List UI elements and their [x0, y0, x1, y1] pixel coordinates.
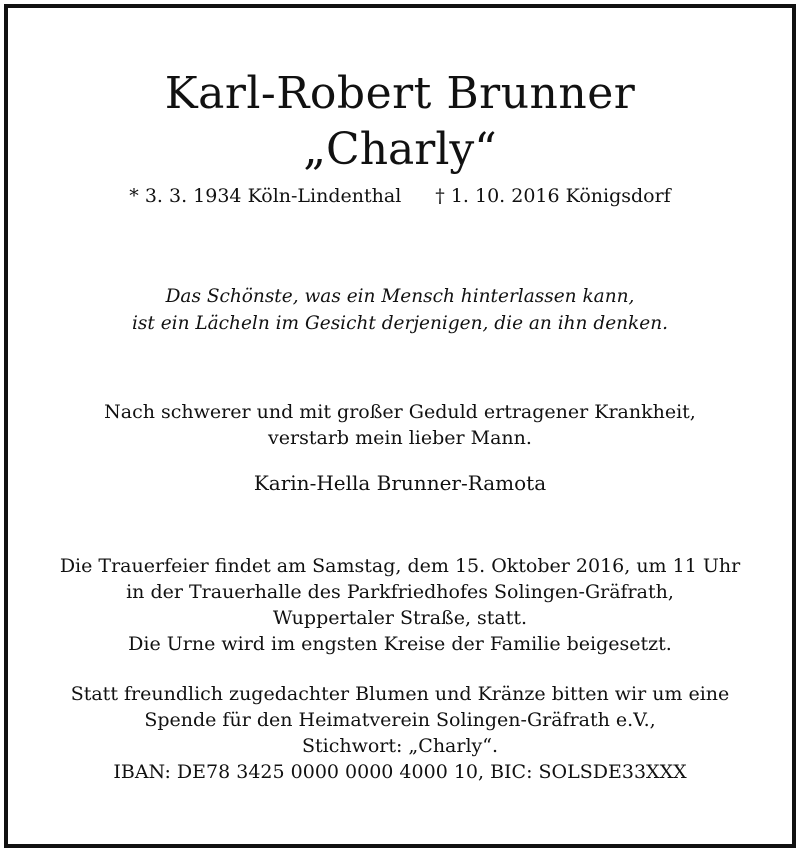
funeral-info-line: Die Trauerfeier findet am Samstag, dem 15. Oktober 2016, um 11 Uhr	[59, 555, 741, 577]
message-line: Nach schwerer und mit großer Geduld ertragener Krankheit,	[104, 401, 696, 423]
quote-line: ist ein Lächeln im Gesicht derjenigen, die an ihn denken.	[131, 313, 669, 334]
funeral-info-line: Die Urne wird im engsten Kreise der Familie beigesetzt.	[128, 633, 672, 655]
deceased-nickname: „Charly“	[303, 124, 497, 175]
death-date: † 1. 10. 2016 Königsdorf	[435, 185, 671, 207]
funeral-info-line: in der Trauerhalle des Parkfriedhofes Solingen-Gräfrath,	[126, 581, 674, 603]
life-dates	[0, 183, 800, 209]
funeral-info-line: Wuppertaler Straße, statt.	[272, 607, 528, 629]
birth-date: * 3. 3. 1934 Köln-Lindenthal	[129, 185, 402, 207]
message-line: verstarb mein lieber Mann.	[268, 427, 532, 449]
signer-name: Karin-Hella Brunner-Ramota	[253, 471, 547, 495]
donation-info-line: Spende für den Heimatverein Solingen-Gräfrath e.V.,	[144, 709, 656, 731]
quote-line: Das Schönste, was ein Mensch hinterlassen kann,	[165, 286, 635, 307]
donation-info-line: Stichwort: „Charly“.	[301, 735, 499, 757]
donation-info-line: Statt freundlich zugedachter Blumen und Kränze bitten wir um eine	[70, 683, 730, 705]
deceased-name: Karl-Robert Brunner	[164, 68, 636, 119]
bank-details: IBAN: DE78 3425 0000 0000 4000 10, BIC: SOLSDE33XXX	[113, 761, 687, 783]
